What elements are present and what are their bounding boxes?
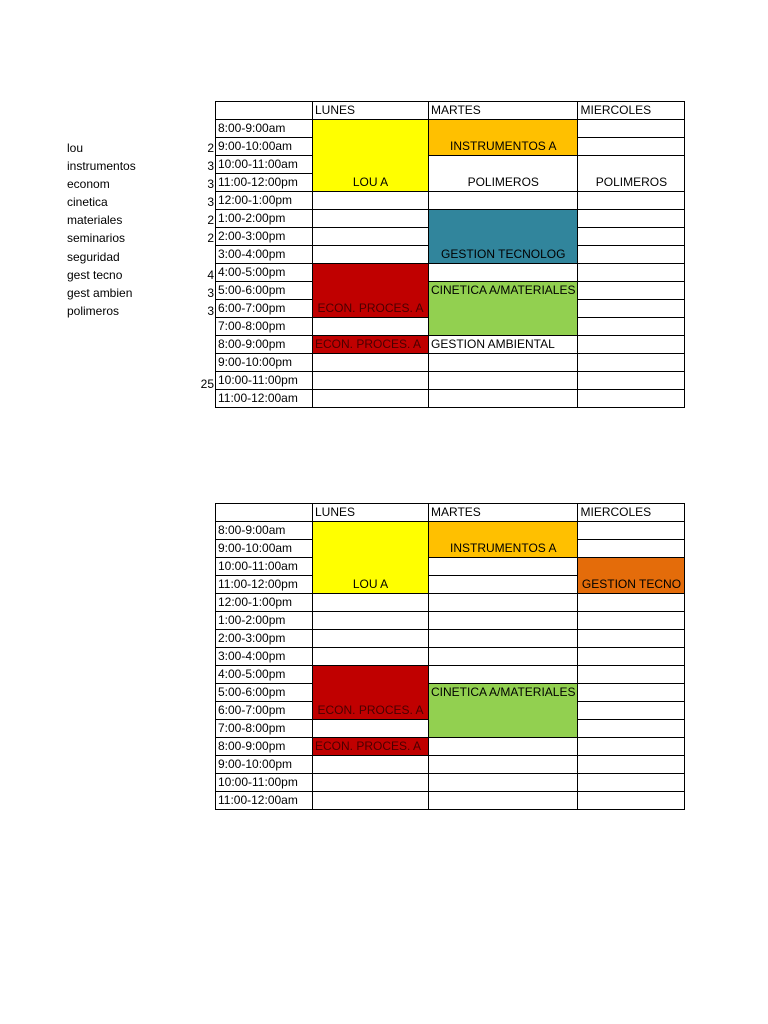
time-cell: 10:00-11:00pm bbox=[216, 372, 313, 390]
time-cell: 11:00-12:00am bbox=[216, 792, 313, 810]
class-block-cinetica: CINETICA A/MATERIALES bbox=[429, 282, 578, 336]
time-cell: 6:00-7:00pm bbox=[216, 300, 313, 318]
empty-cell bbox=[313, 648, 429, 666]
subject-name: instrumentos bbox=[67, 159, 136, 173]
empty-cell bbox=[313, 612, 429, 630]
class-block-econ: ECON. PROCES. A bbox=[313, 666, 429, 720]
class-block-lou: LOU A bbox=[313, 120, 429, 192]
empty-cell bbox=[313, 594, 429, 612]
subject-name: seguridad bbox=[67, 250, 120, 264]
time-cell: 1:00-2:00pm bbox=[216, 210, 313, 228]
class-block-gestion-ambiental: GESTION AMBIENTAL bbox=[429, 336, 578, 354]
class-block-econ: ECON. PROCES. A bbox=[313, 264, 429, 318]
empty-cell bbox=[578, 318, 685, 336]
empty-cell bbox=[578, 228, 685, 246]
subject-name: materiales bbox=[67, 213, 123, 227]
table-row bbox=[216, 354, 685, 372]
time-cell: 3:00-4:00pm bbox=[216, 246, 313, 264]
empty-cell bbox=[313, 630, 429, 648]
empty-cell bbox=[313, 228, 429, 246]
empty-cell bbox=[313, 792, 429, 810]
table-header-row bbox=[216, 504, 685, 522]
day-header: LUNES bbox=[313, 102, 429, 120]
subject-credits: 3 bbox=[207, 304, 214, 318]
time-cell: 5:00-6:00pm bbox=[216, 684, 313, 702]
empty-cell bbox=[578, 792, 685, 810]
empty-cell bbox=[429, 192, 578, 210]
empty-cell bbox=[578, 390, 685, 408]
table-row bbox=[216, 120, 685, 138]
day-header: MARTES bbox=[429, 504, 578, 522]
table-row bbox=[216, 372, 685, 390]
table-row bbox=[216, 666, 685, 684]
empty-cell bbox=[429, 792, 578, 810]
day-header: LUNES bbox=[313, 504, 429, 522]
empty-cell bbox=[429, 576, 578, 594]
table-row bbox=[216, 336, 685, 354]
table-row bbox=[216, 612, 685, 630]
empty-cell bbox=[429, 756, 578, 774]
class-block-instrumentos: INSTRUMENTOS A bbox=[429, 120, 578, 156]
subject-name: polimeros bbox=[67, 304, 120, 318]
subject-credits: 3 bbox=[207, 195, 214, 209]
time-cell: 8:00-9:00pm bbox=[216, 738, 313, 756]
empty-cell bbox=[578, 756, 685, 774]
table-row bbox=[216, 792, 685, 810]
table-row bbox=[216, 522, 685, 540]
table-row bbox=[216, 282, 685, 300]
empty-cell bbox=[429, 558, 578, 576]
time-cell: 7:00-8:00pm bbox=[216, 318, 313, 336]
empty-cell bbox=[313, 390, 429, 408]
subject-credits: 2 bbox=[207, 141, 214, 155]
time-cell: 4:00-5:00pm bbox=[216, 264, 313, 282]
table-row bbox=[216, 264, 685, 282]
empty-cell bbox=[578, 594, 685, 612]
time-cell: 12:00-1:00pm bbox=[216, 594, 313, 612]
time-cell: 1:00-2:00pm bbox=[216, 612, 313, 630]
subject-credits: 2 bbox=[207, 213, 214, 227]
time-cell: 8:00-9:00pm bbox=[216, 336, 313, 354]
subject-credits: 4 bbox=[207, 268, 214, 282]
empty-cell bbox=[578, 138, 685, 156]
subject-credits: 3 bbox=[207, 286, 214, 300]
empty-cell bbox=[578, 192, 685, 210]
time-cell: 8:00-9:00am bbox=[216, 120, 313, 138]
empty-cell bbox=[578, 648, 685, 666]
empty-cell bbox=[578, 720, 685, 738]
schedule-table-2 bbox=[215, 503, 685, 810]
subject-credits: 3 bbox=[207, 177, 214, 191]
class-block-econ: ECON. PROCES. A bbox=[313, 336, 429, 354]
table-header-row bbox=[216, 102, 685, 120]
day-header: MIERCOLES bbox=[578, 504, 685, 522]
empty-cell bbox=[313, 756, 429, 774]
empty-cell bbox=[578, 684, 685, 702]
empty-cell bbox=[578, 372, 685, 390]
corner-cell bbox=[216, 504, 313, 522]
empty-cell bbox=[313, 192, 429, 210]
class-block-gestion-tecno: GESTION TECNO bbox=[578, 558, 685, 594]
time-cell: 2:00-3:00pm bbox=[216, 228, 313, 246]
time-cell: 11:00-12:00am bbox=[216, 390, 313, 408]
table-row bbox=[216, 684, 685, 702]
time-cell: 9:00-10:00am bbox=[216, 540, 313, 558]
empty-cell bbox=[429, 264, 578, 282]
time-cell: 10:00-11:00am bbox=[216, 156, 313, 174]
time-cell: 8:00-9:00am bbox=[216, 522, 313, 540]
corner-cell bbox=[216, 102, 313, 120]
time-cell: 10:00-11:00pm bbox=[216, 774, 313, 792]
subject-name: lou bbox=[67, 141, 84, 155]
table-row bbox=[216, 192, 685, 210]
subject-name: seminarios bbox=[67, 231, 126, 245]
subject-credits: 2 bbox=[207, 231, 214, 245]
empty-cell bbox=[313, 372, 429, 390]
subject-name: cinetica bbox=[67, 195, 108, 209]
empty-cell bbox=[429, 612, 578, 630]
time-cell: 7:00-8:00pm bbox=[216, 720, 313, 738]
empty-cell bbox=[578, 300, 685, 318]
schedule-table-1 bbox=[215, 101, 685, 408]
class-block-econ: ECON. PROCES. A bbox=[313, 738, 429, 756]
empty-cell bbox=[578, 522, 685, 540]
table-row bbox=[216, 648, 685, 666]
empty-cell bbox=[578, 612, 685, 630]
empty-cell bbox=[429, 354, 578, 372]
empty-cell bbox=[578, 264, 685, 282]
time-cell: 11:00-12:00pm bbox=[216, 576, 313, 594]
subject-credits: 3 bbox=[207, 159, 214, 173]
empty-cell bbox=[429, 372, 578, 390]
class-block-cinetica: CINETICA A/MATERIALES bbox=[429, 684, 578, 738]
class-block-lou: LOU A bbox=[313, 522, 429, 594]
time-cell: 9:00-10:00pm bbox=[216, 756, 313, 774]
time-cell: 9:00-10:00am bbox=[216, 138, 313, 156]
empty-cell bbox=[578, 702, 685, 720]
time-cell: 2:00-3:00pm bbox=[216, 630, 313, 648]
empty-cell bbox=[578, 246, 685, 264]
empty-cell bbox=[429, 774, 578, 792]
empty-cell bbox=[578, 336, 685, 354]
empty-cell bbox=[313, 720, 429, 738]
empty-cell bbox=[578, 540, 685, 558]
subject-name: gest ambien bbox=[67, 286, 133, 300]
empty-cell bbox=[578, 774, 685, 792]
time-cell: 9:00-10:00pm bbox=[216, 354, 313, 372]
empty-cell bbox=[429, 390, 578, 408]
empty-cell bbox=[429, 630, 578, 648]
time-cell: 11:00-12:00pm bbox=[216, 174, 313, 192]
class-block-polimeros: POLIMEROS bbox=[578, 156, 685, 192]
table-row bbox=[216, 594, 685, 612]
subject-name: gest tecno bbox=[67, 268, 123, 282]
empty-cell bbox=[429, 738, 578, 756]
table-row bbox=[216, 156, 685, 174]
empty-cell bbox=[578, 630, 685, 648]
empty-cell bbox=[578, 354, 685, 372]
empty-cell bbox=[313, 354, 429, 372]
empty-cell bbox=[313, 210, 429, 228]
empty-cell bbox=[313, 246, 429, 264]
time-cell: 5:00-6:00pm bbox=[216, 282, 313, 300]
time-cell: 10:00-11:00am bbox=[216, 558, 313, 576]
time-cell: 6:00-7:00pm bbox=[216, 702, 313, 720]
subject-name: econom bbox=[67, 177, 110, 191]
empty-cell bbox=[578, 282, 685, 300]
table-row bbox=[216, 774, 685, 792]
table-row bbox=[216, 558, 685, 576]
table-row bbox=[216, 738, 685, 756]
empty-cell bbox=[429, 666, 578, 684]
empty-cell bbox=[429, 648, 578, 666]
table-row bbox=[216, 210, 685, 228]
time-cell: 12:00-1:00pm bbox=[216, 192, 313, 210]
day-header: MIERCOLES bbox=[578, 102, 685, 120]
empty-cell bbox=[429, 594, 578, 612]
empty-cell bbox=[578, 666, 685, 684]
day-header: MARTES bbox=[429, 102, 578, 120]
empty-cell bbox=[313, 318, 429, 336]
table-row bbox=[216, 630, 685, 648]
empty-cell bbox=[313, 774, 429, 792]
table-row bbox=[216, 756, 685, 774]
class-block-instrumentos: INSTRUMENTOS A bbox=[429, 522, 578, 558]
class-block-polimeros: POLIMEROS bbox=[429, 156, 578, 192]
empty-cell bbox=[578, 210, 685, 228]
time-cell: 3:00-4:00pm bbox=[216, 648, 313, 666]
total-credits: 25 bbox=[200, 377, 214, 391]
table-row bbox=[216, 390, 685, 408]
time-cell: 4:00-5:00pm bbox=[216, 666, 313, 684]
empty-cell bbox=[578, 738, 685, 756]
empty-cell bbox=[578, 120, 685, 138]
class-block-gestion-tecnolog: GESTION TECNOLOG bbox=[429, 210, 578, 264]
